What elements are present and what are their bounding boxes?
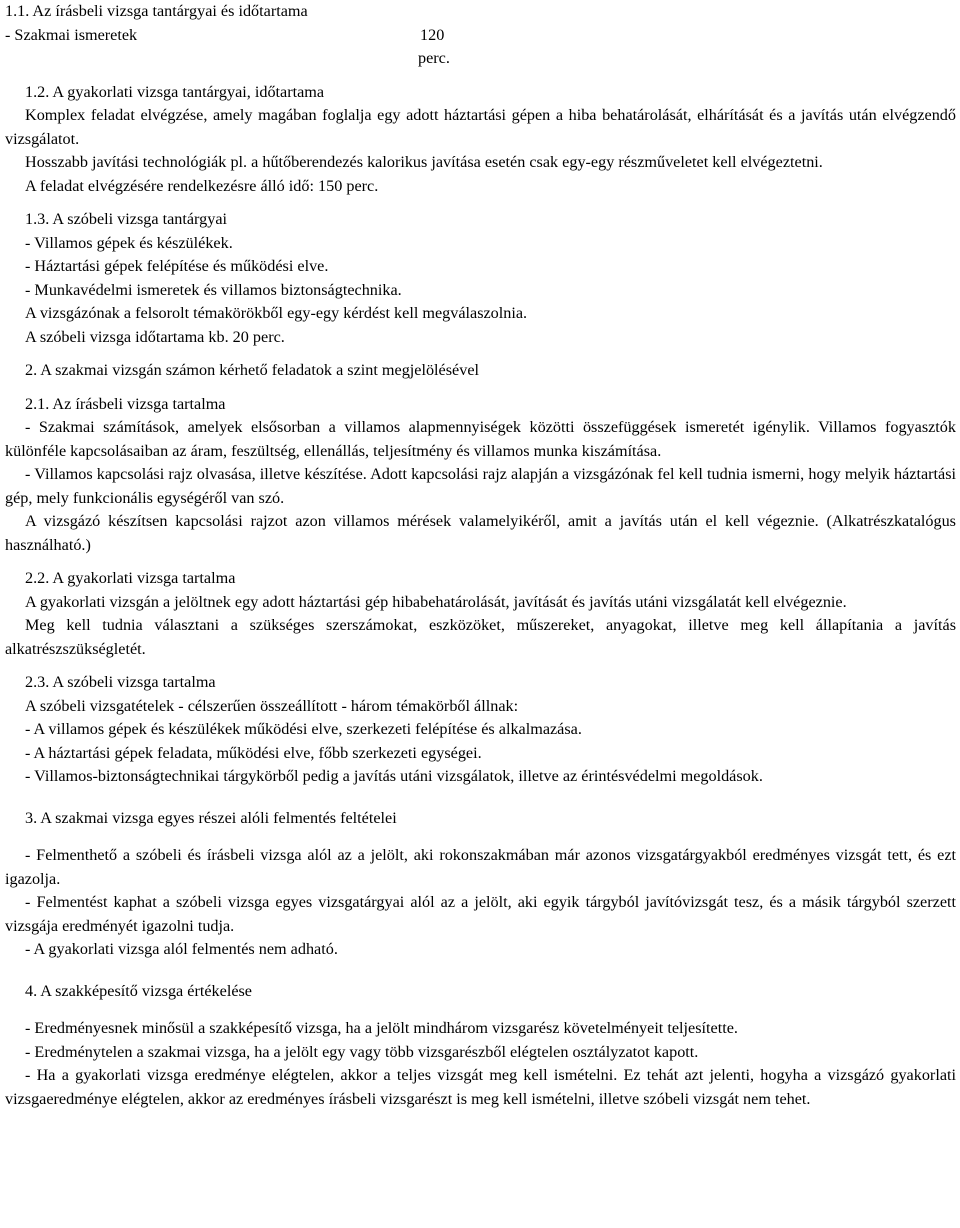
section-4-paragraph: - Ha a gyakorlati vizsga eredménye elégtelen, akkor a teljes vizsgát meg kell ismételni. Ez tehát azt jelenti, hogyha a vizsgázó gyakorlati vizsgaeredménye elégtelen, akkor az eredményes írásbeli vizsgarészt is meg kell ismételni, illetve szóbeli vizsgát nem tehet. (5, 1066, 956, 1108)
section-1-1-time-value: 120 (420, 25, 445, 44)
section-4-heading: 4. A szakképesítő vizsga értékelése (25, 981, 252, 1000)
list-item: - A villamos gépek és készülékek működési elve, szerkezeti felépítése és alkalmazása. (25, 720, 582, 738)
list-item: - Villamos-biztonságtechnikai tárgykörből pedig a javítás utáni vizsgálatok, illetve az érintésvédelmi megoldások. (25, 767, 763, 785)
list-item: - Munkavédelmi ismeretek és villamos biztonságtechnika. (25, 280, 402, 299)
section-3-heading: 3. A szakmai vizsga egyes részei alóli felmentés feltételei (25, 808, 397, 827)
section-2-1-paragraph: - Szakmai számítások, amelyek elsősorban a villamos alapmennyiségek közötti összefüggések ismeretét igénylik. Villamos fogyasztók különféle kapcsolásaiban az áram, feszültség, ellenállás, teljesítmény és villamos munka kiszámítása. (5, 418, 956, 460)
section-3-paragraph: - Felmentést kaphat a szóbeli vizsga egyes vizsgatárgyai alól az a jelölt, aki egyik tárgyból javítóvizsgát tesz, és a másik tárgyból szerzett vizsgája eredményét igazolni tudja. (5, 893, 956, 935)
section-2-3-paragraph: A szóbeli vizsgatételek - célszerűen összeállított - három témakörből állnak: (25, 696, 519, 715)
section-1-2-paragraph: Komplex feladat elvégzése, amely magában foglalja egy adott háztartási gépen a hiba behatárolását, elhárítását és a javítás után elvégzendő vizsgálatot. (5, 106, 956, 148)
section-1-3-heading: 1.3. A szóbeli vizsga tantárgyai (25, 210, 228, 228)
section-4-paragraph: - Eredményesnek minősül a szakképesítő vizsga, ha a jelölt mindhárom vizsgarész követelményeit teljesítette. (25, 1019, 738, 1037)
section-2-2-paragraph: A gyakorlati vizsgán a jelöltnek egy adott háztartási gép hibabehatárolását, javítását és javítás utáni vizsgálatát kell elvégeznie. (25, 592, 847, 611)
section-1-1-item: - Szakmai ismeretek (5, 25, 138, 44)
section-2-3-heading: 2.3. A szóbeli vizsga tartalma (25, 673, 216, 691)
section-1-2-paragraph: Hosszabb javítási technológiák pl. a hűtőberendezés kalorikus javítása esetén csak egy-egy részműveletet kell elvégeztetni. (25, 153, 823, 171)
section-1-1-heading: 1.1. Az írásbeli vizsga tantárgyai és időtartama (5, 2, 308, 20)
section-3-paragraph: - Felmenthető a szóbeli és írásbeli vizsga alól az a jelölt, aki rokonszakmában már azonos vizsgatárgyakból eredményes vizsgát tett, és ezt igazolja. (5, 846, 956, 888)
section-2-heading: 2. A szakmai vizsgán számon kérhető feladatok a szint megjelölésével (25, 361, 479, 379)
section-1-1-item-row (5, 24, 956, 48)
section-4-paragraph: - Eredménytelen a szakmai vizsga, ha a jelölt egy vagy több vizsgarészből elégtelen osztályzatot kapott. (25, 1042, 699, 1061)
section-2-2-heading: 2.2. A gyakorlati vizsga tartalma (25, 569, 236, 587)
section-1-2-heading: 1.2. A gyakorlati vizsga tantárgyai, időtartama (25, 82, 325, 101)
list-item: - Villamos gépek és készülékek. (25, 233, 233, 252)
section-2-2-paragraph: Meg kell tudnia választani a szükséges szerszámokat, eszközöket, műszereket, anyagokat, illetve meg kell állapítania a javítás alkatrészszükségletét. (5, 616, 956, 658)
section-1-1-time-unit: perc. (418, 49, 450, 67)
list-item: - A háztartási gépek feladata, működési elve, főbb szerkezeti egységei. (25, 743, 482, 762)
section-2-1-paragraph: A vizsgázó készítsen kapcsolási rajzot azon villamos mérések valamelyikéről, amit a javítás után el kell végeznie. (Alkatrészkatalógus használható.) (5, 512, 956, 554)
section-2-1-paragraph: - Villamos kapcsolási rajz olvasása, illetve készítése. Adott kapcsolási rajz alapján a vizsgázónak fel kell tudnia ismerni, hogy melyik háztartási gép, mely funkcionális egységéről van szó. (5, 465, 956, 507)
section-2-1-heading: 2.1. Az írásbeli vizsga tartalma (25, 394, 226, 413)
list-item: - Háztartási gépek felépítése és működési elve. (25, 257, 329, 275)
section-1-3-paragraph: A szóbeli vizsga időtartama kb. 20 perc. (25, 327, 285, 346)
section-1-2-paragraph: A feladat elvégzésére rendelkezésre álló idő: 150 perc. (25, 176, 379, 195)
section-3-paragraph: - A gyakorlati vizsga alól felmentés nem adható. (25, 940, 338, 958)
section-1-3-paragraph: A vizsgázónak a felsorolt témakörökből egy-egy kérdést kell megválaszolnia. (25, 304, 528, 322)
